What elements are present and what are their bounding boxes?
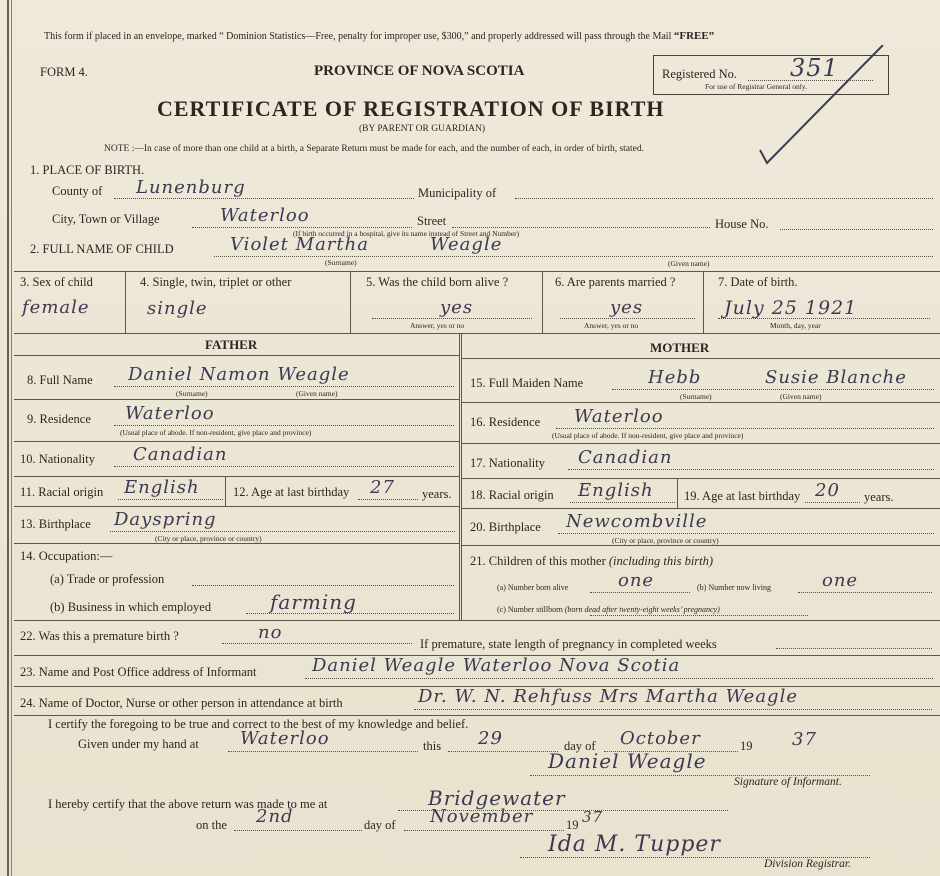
municipality-label: Municipality of [418, 186, 497, 200]
mother-given-caption: (Given name) [780, 392, 822, 401]
city-value: Waterloo [220, 205, 310, 226]
born-alive-label: 5. Was the child born alive ? [366, 275, 509, 289]
business-value: farming [270, 590, 357, 614]
mother-surname-caption: (Surname) [680, 392, 712, 401]
mail-notice: This form if placed in an envelope, marked “ Dominion Statistics—Free, penalty for improper use, $300,” and properly addressed will pass through the Mail [44, 31, 672, 42]
child-surname-caption: (Surname) [325, 258, 357, 267]
dob-label: 7. Date of birth. [718, 275, 798, 289]
father-surname-caption: (Surname) [176, 389, 208, 398]
father-residence-label: 9. Residence [27, 412, 91, 426]
informant-value: Daniel Weagle Waterloo Nova Scotia [312, 655, 681, 676]
year2-prefix: 19 [566, 818, 579, 832]
mother-nationality-label: 17. Nationality [470, 456, 545, 470]
child-name-label: 2. FULL NAME OF CHILD [30, 242, 174, 256]
born-alive-count-value: one [618, 570, 655, 591]
registrar-signature: Ida M. Tupper [548, 832, 721, 857]
month-value: October [620, 728, 701, 749]
certify-statement: I certify the foregoing to be true and correct to the best of my knowledge and belief. [48, 717, 469, 731]
premature-value: no [258, 622, 283, 643]
free-mark: “FREE” [673, 30, 715, 42]
given-at-label: Given under my hand at [78, 737, 199, 751]
registrar-note: For use of Registrar General only. [705, 82, 807, 91]
certificate-title: CERTIFICATE OF REGISTRATION OF BIRTH [157, 96, 665, 121]
mother-residence-value: Waterloo [574, 406, 664, 427]
certificate-subtitle: (BY PARENT OR GUARDIAN) [359, 124, 486, 134]
premature-length-label: If premature, state length of pregnancy in completed weeks [420, 637, 717, 651]
father-heading: FATHER [205, 337, 258, 352]
father-years: years. [422, 487, 452, 501]
mother-residence-label: 16. Residence [470, 415, 541, 429]
dob-value: July 25 1921 [724, 297, 858, 319]
dob-caption: Month, day, year [770, 321, 821, 330]
hospital-note: (If birth occurred in a hospital, give its name instead of Street and Number) [293, 229, 520, 238]
stillborn-label: (c) Number stillborn [497, 605, 563, 614]
mother-racial-label: 18. Racial origin [470, 488, 554, 502]
child-surname-value: Weagle [430, 234, 503, 255]
mother-given-value: Susie Blanche [765, 367, 907, 388]
mother-birthplace-value: Newcombville [566, 511, 708, 532]
father-given-caption: (Given name) [296, 389, 338, 398]
father-racial-label: 11. Racial origin [20, 485, 104, 499]
mother-racial-value: English [578, 480, 654, 501]
sex-label: 3. Sex of child [20, 275, 93, 289]
hereby-statement: I hereby certify that the above return was made to me at [48, 797, 328, 811]
registered-label: Registered No. [662, 67, 737, 81]
children-label: 21. Children of this mother [470, 554, 606, 568]
mother-age-value: 20 [815, 480, 840, 501]
multiple-birth-note: NOTE :—In case of more than one child at a birth, a Separate Return must be made for each, and the number of each, in order of birth, stated. [104, 144, 644, 154]
house-label: House No. [715, 217, 769, 231]
father-name-label: 8. Full Name [27, 373, 93, 387]
left-margin-rule-inner [11, 0, 12, 876]
mother-name-label: 15. Full Maiden Name [470, 376, 584, 390]
child-given-value: Violet Martha [230, 234, 369, 255]
father-residence-caption: (Usual place of abode. If non-resident, give place and province) [120, 428, 312, 437]
born-alive-caption: Answer, yes or no [410, 321, 465, 330]
born-alive-count-label: (a) Number born alive [497, 583, 569, 592]
father-birthplace-label: 13. Birthplace [20, 517, 91, 531]
day-of-label: day of [564, 739, 596, 753]
born-alive-value: yes [440, 297, 474, 318]
trade-label: (a) Trade or profession [50, 572, 165, 586]
father-age-value: 27 [370, 477, 395, 498]
father-birthplace-value: Dayspring [114, 509, 217, 530]
on-the-label: on the [196, 818, 227, 832]
mother-age-label: 19. Age at last birthday [684, 489, 801, 503]
this-day-value: 29 [478, 728, 503, 749]
stillborn-note: (born dead after twenty-eight weeks’ pregnancy) [564, 605, 720, 614]
mother-residence-caption: (Usual place of abode. If non-resident, give place and province) [552, 431, 744, 440]
year2-value: 37 [582, 808, 604, 826]
father-nationality-value: Canadian [133, 444, 228, 465]
father-residence-value: Waterloo [125, 403, 215, 424]
county-value: Lunenburg [136, 177, 246, 198]
informant-signature: Daniel Weagle [548, 749, 707, 773]
registered-number: 351 [790, 54, 839, 82]
living-count-label: (b) Number now living [697, 583, 771, 592]
multiplicity-value: single [147, 298, 208, 319]
children-note: (including this birth) [608, 554, 714, 568]
registrar-caption: Division Registrar. [764, 858, 851, 870]
year-prefix: 19 [740, 739, 753, 753]
father-racial-value: English [124, 477, 200, 498]
mother-surname-value: Hebb [648, 367, 702, 388]
year-value: 37 [792, 729, 817, 750]
county-label: County of [52, 184, 103, 198]
doctor-value: Dr. W. N. Rehfuss Mrs Martha Weagle [418, 686, 798, 707]
on-day-value: 2nd [256, 806, 294, 827]
married-caption: Answer, yes or no [584, 321, 639, 330]
left-margin-rule [7, 0, 9, 876]
made-place-value: Bridgewater [428, 786, 566, 810]
informant-signature-caption: Signature of Informant. [734, 776, 842, 788]
city-label: City, Town or Village [52, 212, 160, 226]
mother-nationality-value: Canadian [578, 447, 673, 468]
child-given-caption: (Given name) [668, 259, 710, 268]
sex-value: female [22, 297, 90, 318]
day-of-label-2: day of [364, 818, 396, 832]
married-label: 6. Are parents married ? [555, 275, 676, 289]
mother-birthplace-caption: (City or place, province or country) [612, 536, 719, 545]
father-nationality-label: 10. Nationality [20, 452, 95, 466]
multiplicity-label: 4. Single, twin, triplet or other [140, 275, 292, 289]
living-count-value: one [822, 570, 859, 591]
married-value: yes [610, 297, 644, 318]
check-mark-stroke [755, 45, 890, 165]
father-birthplace-caption: (City or place, province or country) [155, 534, 262, 543]
form-number: FORM 4. [40, 65, 88, 79]
province-heading: PROVINCE OF NOVA SCOTIA [314, 63, 525, 79]
month2-value: November [430, 806, 534, 827]
premature-label: 22. Was this a premature birth ? [20, 629, 179, 643]
street-label: Street [417, 214, 447, 228]
given-place-value: Waterloo [240, 728, 330, 749]
informant-label: 23. Name and Post Office address of Informant [20, 665, 257, 679]
mother-birthplace-label: 20. Birthplace [470, 520, 541, 534]
father-age-label: 12. Age at last birthday [233, 485, 350, 499]
this-label: this [423, 739, 442, 753]
mother-years: years. [864, 490, 894, 504]
place-heading: 1. PLACE OF BIRTH. [30, 163, 145, 177]
occupation-label: 14. Occupation:— [20, 549, 113, 563]
business-label: (b) Business in which employed [50, 600, 212, 614]
doctor-label: 24. Name of Doctor, Nurse or other person in attendance at birth [20, 696, 343, 710]
father-name-value: Daniel Namon Weagle [128, 364, 350, 385]
mother-heading: MOTHER [650, 340, 710, 355]
